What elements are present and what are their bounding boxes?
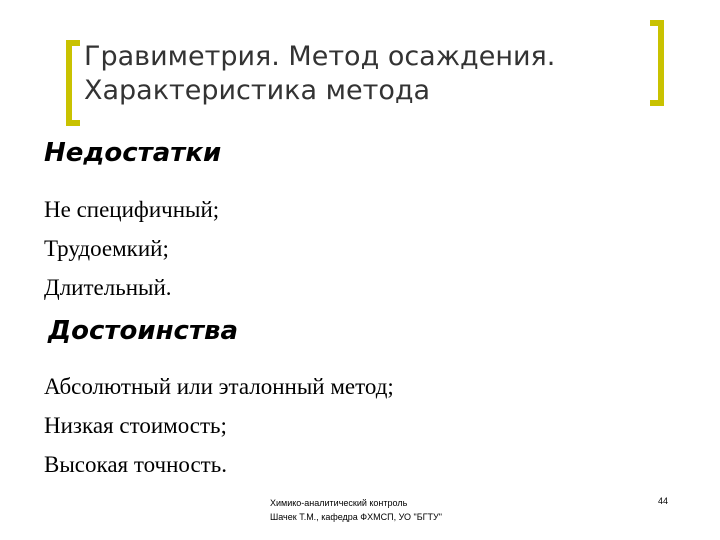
slide-title (84, 40, 644, 108)
list-item: Не специфичный; (44, 197, 220, 222)
footer-author: Шачек Т.М., кафедра ФХМСП, УО "БГТУ" (270, 512, 442, 522)
list-item: Трудоемкий; (44, 236, 169, 261)
advantages-list (44, 367, 394, 484)
disadvantages-list (44, 190, 219, 307)
slide-title-line-2: Характеристика метода (84, 75, 431, 106)
right-bracket-decoration (650, 20, 664, 106)
advantages-heading: Достоинства (48, 316, 239, 346)
list-item: Абсолютный или эталонный метод; (44, 374, 394, 399)
page-number: 44 (658, 496, 669, 506)
list-item: Низкая стоимость; (44, 413, 227, 438)
slide-title-line-1: Гравиметрия. Метод осаждения. (84, 41, 556, 72)
left-bracket-decoration (66, 40, 80, 126)
list-item: Высокая точность. (44, 452, 227, 477)
slide-footer (270, 496, 442, 524)
footer-course-title: Химико-аналитический контроль (270, 498, 408, 508)
disadvantages-heading: Недостатки (44, 138, 222, 168)
list-item: Длительный. (44, 275, 172, 300)
